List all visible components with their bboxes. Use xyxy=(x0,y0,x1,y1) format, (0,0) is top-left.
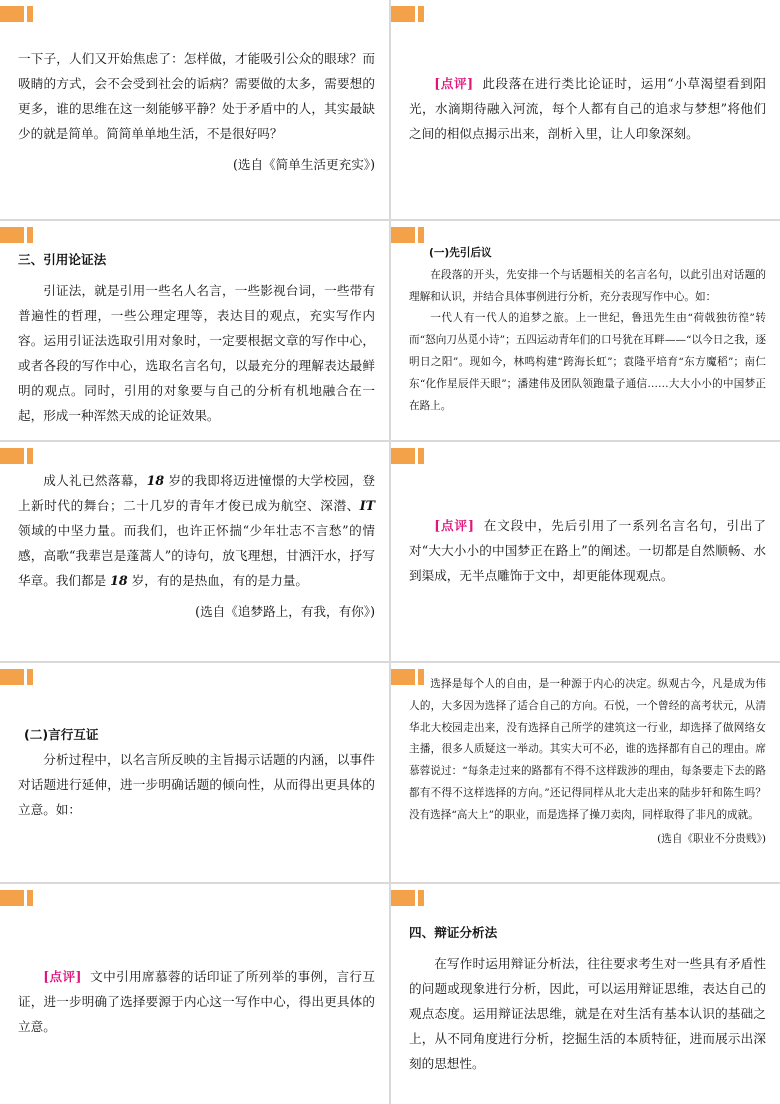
slide-content xyxy=(18,722,375,822)
slide-content xyxy=(18,247,375,428)
slide-5 xyxy=(0,442,389,661)
comment-paragraph xyxy=(409,513,766,588)
paragraph: 选择是每个人的自由，是一种源于内心的决定。纵观古今，凡是成为伟人的，大多因为选择了适合自己的方向。石悦，一个曾经的高考状元，从清华北大校园走出来，没有选择自己所学的建筑这一行业，却选择了做网络女主播，很多人质疑这一举动。其实大可不必，谁的选择都有自己的理由。席慕蓉说过：“每条走过来的路都有不得不这样跋涉的理由，每条要走下去的路都有不得不这样选择的方向。”还记得同样从北大走出来的陆步轩和陈生吗？没有选择“高大上”的职业，而是选择了操刀卖肉，同样取得了非凡的成就。 xyxy=(409,678,766,821)
source-citation: (选自《职业不分贵贱》) xyxy=(657,832,766,845)
slide-content xyxy=(409,513,766,588)
comment-paragraph xyxy=(409,71,766,146)
slide-2 xyxy=(391,0,780,219)
slide-content xyxy=(409,920,766,1076)
slide-content xyxy=(409,243,766,417)
slide-7 xyxy=(0,663,389,882)
text-run: 岁的我即将迈进憧憬的大学校园，登上新时代的舞台；二十几岁的青年才俊已成为航空、深潜、 xyxy=(18,473,375,513)
example-paragraph: 一代人有一代人的追梦之旅。上一世纪，鲁迅先生由“荷戟独彷徨”转而“怒向刀丛觅小诗”；五四运动青年们的口号犹在耳畔——“以今日之我，逐明日之阳”。现如今，林鸣构建“跨海长虹”；袁隆平培育“东方魔稻”；南仁东“化作星辰伴天眼”；潘建伟及团队领跑量子通信……大大小小的中国梦正在路上。 xyxy=(409,312,766,412)
section-heading: 三、引用论证法 xyxy=(18,252,107,267)
paragraph xyxy=(18,468,375,593)
age-number: 18 xyxy=(110,573,128,588)
it-term: IT xyxy=(359,498,375,513)
slide-9 xyxy=(0,884,389,1104)
slide-4 xyxy=(391,221,780,440)
slide-10 xyxy=(391,884,780,1104)
text-run: 领域的中坚力量。而我们，也许正怀揣“少年壮志不言愁”的情感，高歌“我辈岂是蓬蒿人”的诗句，放飞理想，甘洒汗水，抒写华章。我们都是 xyxy=(18,523,375,588)
comment-text: 文中引用席慕蓉的话印证了所列举的事例，言行互证，进一步明确了选择要源于内心这一写作中心，得出更具体的立意。 xyxy=(18,969,375,1034)
section-heading: 四、辩证分析法 xyxy=(409,925,498,940)
slide-1 xyxy=(0,0,389,219)
source-citation: (选自《追梦路上，有我，有你》) xyxy=(195,604,375,619)
slide-content xyxy=(409,674,766,850)
paragraph: 分析过程中，以名言所反映的主旨揭示话题的内涵，以事件对话题进行延伸，进一步明确话题的倾向性，从而得出更具体的立意。如： xyxy=(18,752,375,817)
paragraph: 一下子，人们又开始焦虑了：怎样做，才能吸引公众的眼球？而吸睛的方式，会不会受到社会的诟病？需要做的太多，需要想的更多，谁的思维在这一刻能够平静？处于矛盾中的人，其实最缺少的就是简单。简简单单地生活，不是很好吗？ xyxy=(18,51,375,141)
comment-paragraph xyxy=(18,964,375,1039)
comment-tag: [点评] xyxy=(43,969,82,984)
slide-content xyxy=(18,468,375,624)
text-run: 岁，有的是热血，有的是力量。 xyxy=(127,573,309,588)
slide-8 xyxy=(391,663,780,882)
slide-content xyxy=(18,46,375,177)
paragraph: 在写作时运用辩证分析法，往往要求考生对一些具有矛盾性的问题或现象进行分析，因此，可以运用辩证思维，表达自己的观点态度。运用辩证法思维，就是在对生活有基本认识的基础之上，从不同角度进行分析，挖掘生活的本质特征，进而展示出深刻的思想性。 xyxy=(409,956,766,1071)
slide-content xyxy=(409,71,766,146)
source-citation: (选自《简单生活更充实》) xyxy=(232,157,375,172)
comment-text: 在文段中，先后引用了一系列名言名句，引出了对“大大小小的中国梦正在路上”的阐述。一切都是自然顺畅、水到渠成，无半点雕饰于文中，却更能体现观点。 xyxy=(409,518,767,583)
text-run: 成人礼已然落幕， xyxy=(43,473,147,488)
comment-text: 此段落在进行类比论证时，运用“小草渴望看到阳光，水滴期待融入河流，每个人都有自己的追求与梦想”将他们之间的相似点揭示出来，剖析入里，让人印象深刻。 xyxy=(409,76,767,141)
paragraph: 在段落的开头，先安排一个与话题相关的名言名句，以此引出对话题的理解和认识，并结合具体事例进行分析，充分表现写作中心。如： xyxy=(409,268,766,303)
paragraph: 引证法，就是引用一些名人名言，一些影视台词，一些带有普遍性的哲理，一些公理定理等，表达目的观点，充实写作内容。运用引证法选取引用对象时，一定要根据文章的写作中心，或者各段的写作中心，选取名言名句，以最充分的理解表达最鲜明的观点。同时，引用的对象要与自己的分析有机地融合在一起，形成一种浑然天成的论证效果。 xyxy=(18,283,375,423)
comment-tag: [点评] xyxy=(434,518,474,533)
age-number: 18 xyxy=(146,473,165,488)
slide-3 xyxy=(0,221,389,440)
subsection-heading: (一)先引后议 xyxy=(429,247,492,259)
slide-content xyxy=(18,964,375,1039)
slide-6 xyxy=(391,442,780,661)
comment-tag: [点评] xyxy=(434,76,474,91)
subsection-heading: (二)言行互证 xyxy=(24,727,99,742)
